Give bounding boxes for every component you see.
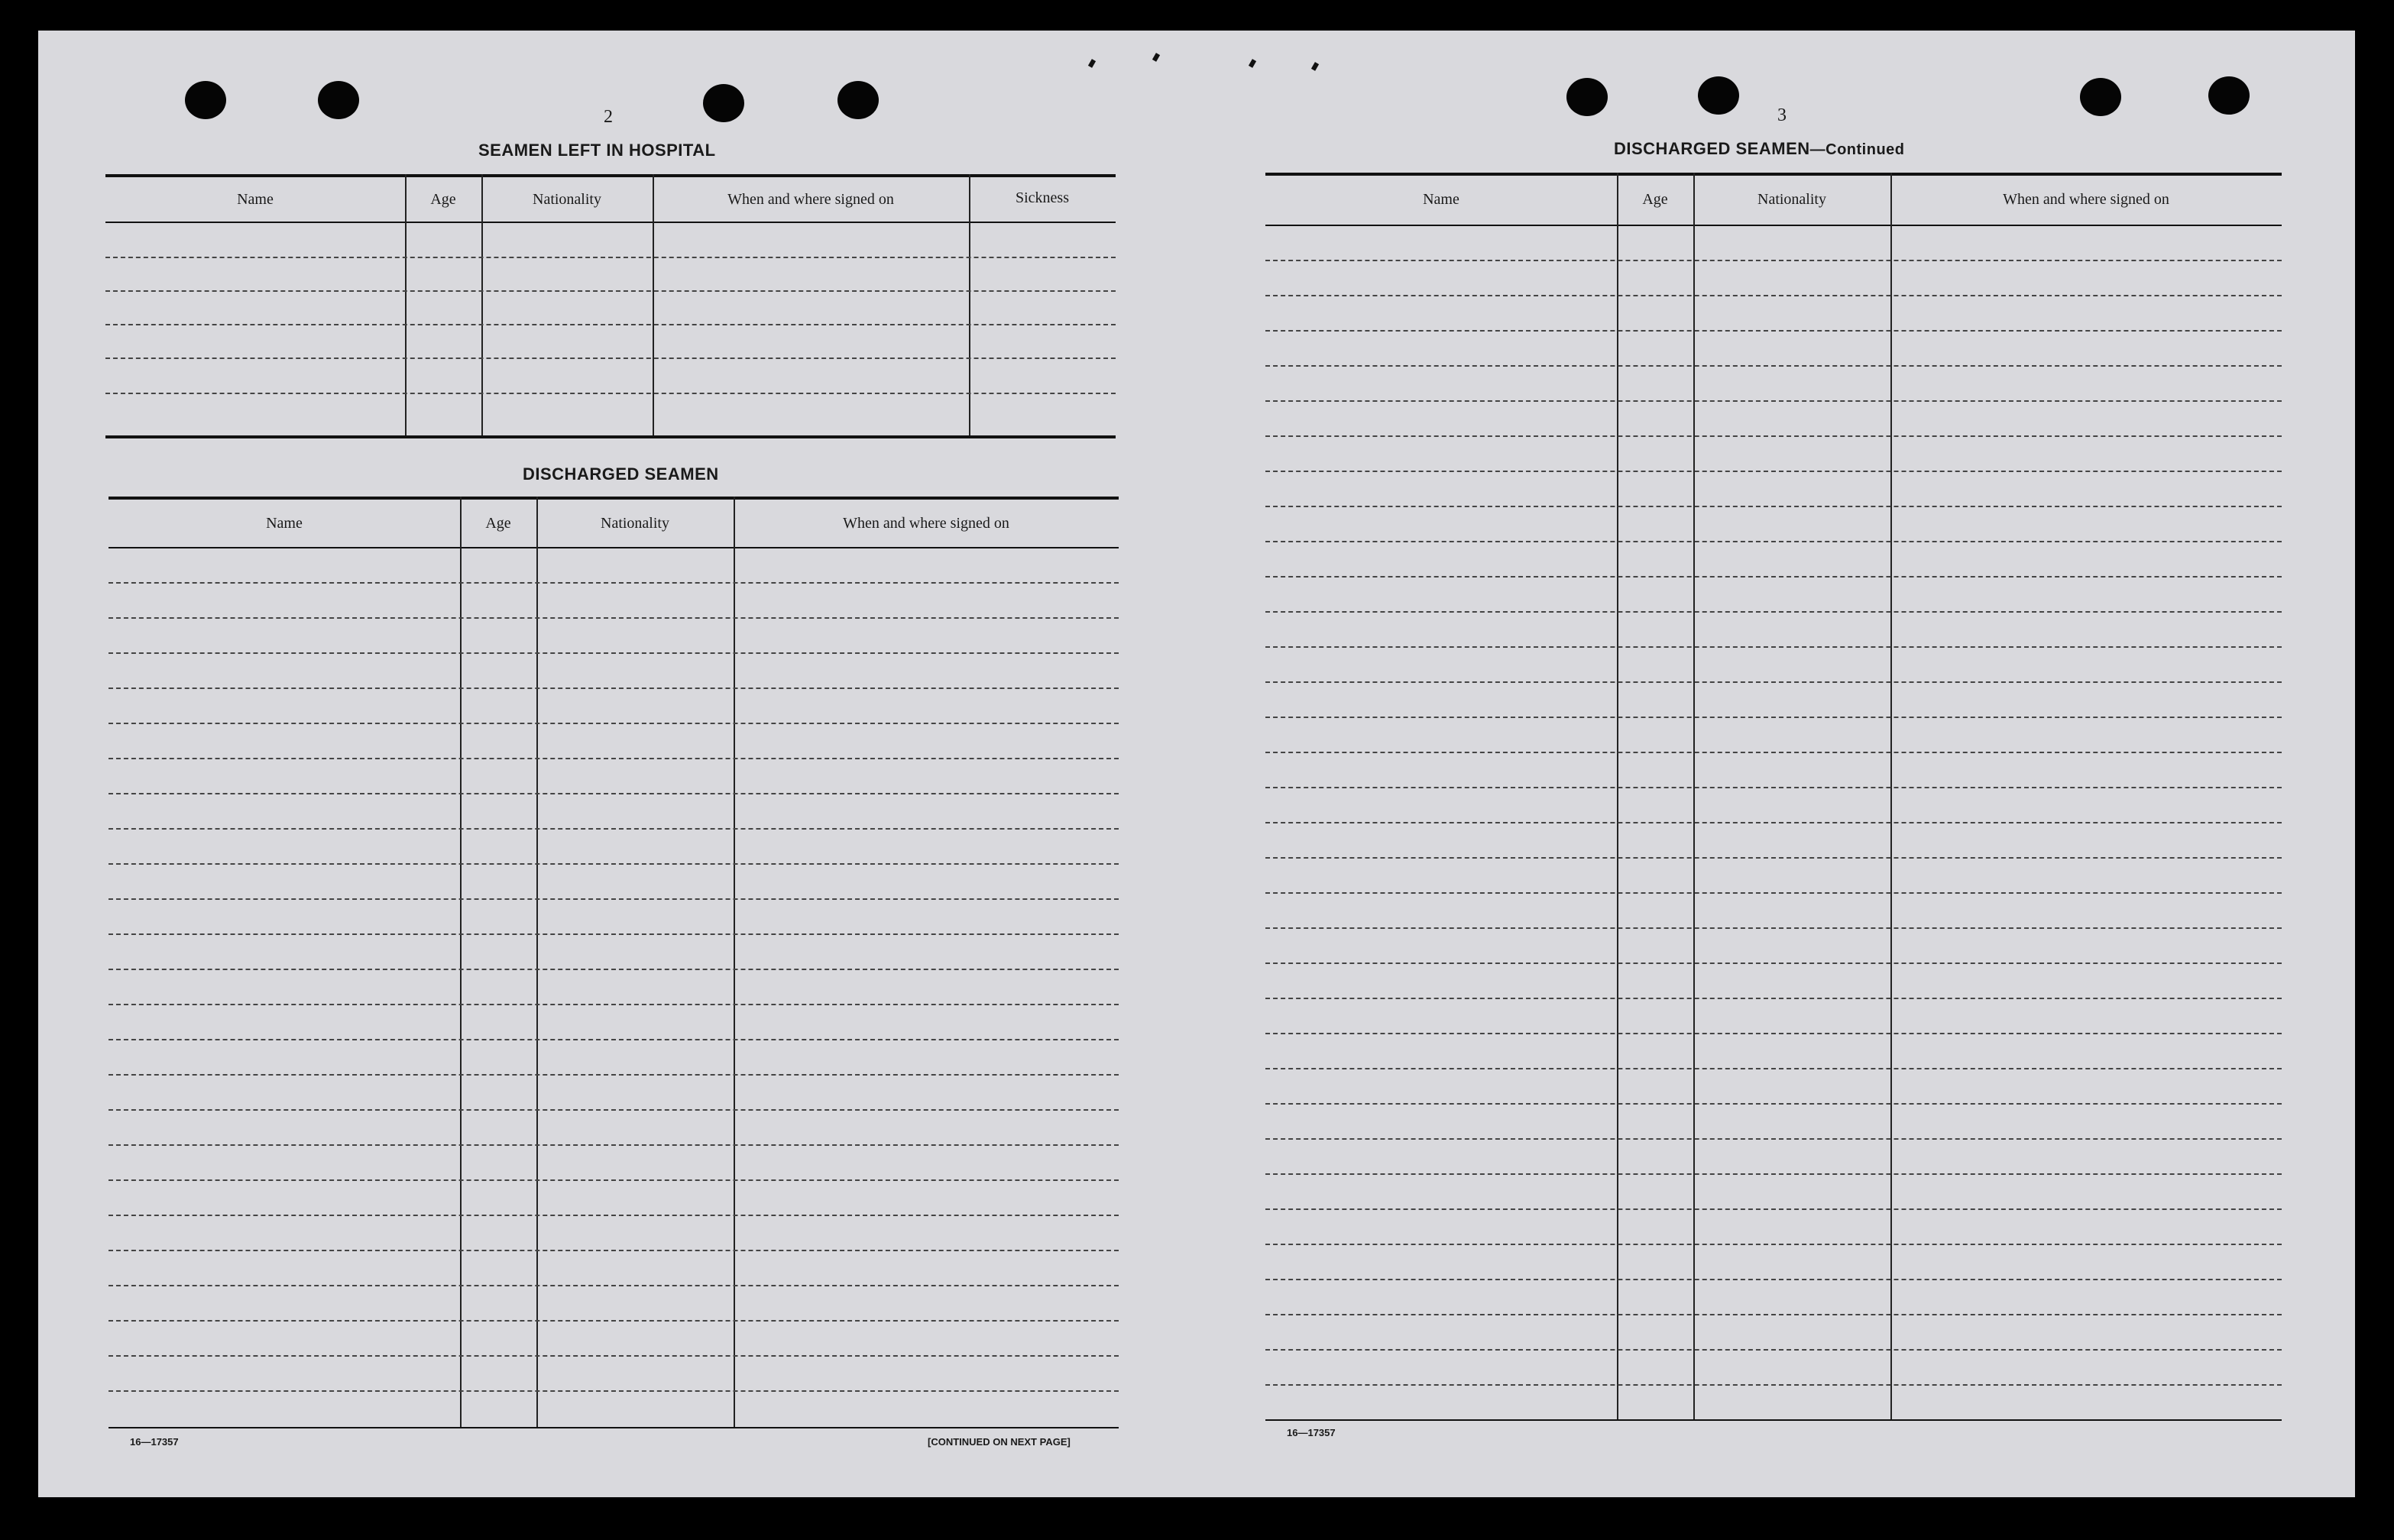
table-row <box>1265 1244 2282 1245</box>
column-divider <box>969 174 970 435</box>
table-header-rule <box>109 547 1119 548</box>
form-number-right: 16—17357 <box>1287 1427 1336 1438</box>
table-row <box>1265 435 2282 437</box>
discharged-section-title-right <box>1614 139 1905 159</box>
table-row <box>109 1320 1119 1322</box>
table-header-rule <box>105 222 1116 223</box>
table-row <box>1265 506 2282 507</box>
column-header-nationality: Nationality <box>533 191 601 208</box>
table-row <box>1265 1068 2282 1069</box>
table-row <box>1265 1279 2282 1280</box>
table-row <box>109 1215 1119 1216</box>
scan-mark <box>1152 53 1160 62</box>
column-header-when-where: When and where signed on <box>843 515 1009 532</box>
column-divider <box>1617 173 1618 1419</box>
table-row <box>109 1390 1119 1392</box>
table-row <box>109 1355 1119 1357</box>
column-divider <box>460 497 462 1427</box>
table-bottom-rule <box>105 435 1116 438</box>
table-row <box>109 582 1119 584</box>
table-bottom-rule <box>1265 1419 2282 1421</box>
table-row <box>109 828 1119 830</box>
table-row <box>1265 260 2282 261</box>
table-row <box>1265 822 2282 823</box>
table-row <box>105 358 1116 359</box>
table-row <box>109 933 1119 935</box>
table-header-rule <box>1265 225 2282 226</box>
table-row <box>109 1074 1119 1076</box>
scanned-document <box>38 31 2355 1497</box>
column-header-age: Age <box>430 191 456 208</box>
punch-hole <box>2208 76 2250 115</box>
table-row <box>1265 1314 2282 1315</box>
column-header-age: Age <box>485 515 511 532</box>
punch-hole <box>185 81 226 119</box>
column-header-name: Name <box>266 515 303 532</box>
hospital-section-title: SEAMEN LEFT IN HOSPITAL <box>478 141 716 160</box>
table-row <box>1265 1349 2282 1351</box>
discharged-table-right <box>1265 173 2282 1456</box>
table-row <box>1265 295 2282 296</box>
table-row <box>1265 1138 2282 1140</box>
column-header-when-where: When and where signed on <box>727 191 894 208</box>
table-row <box>109 793 1119 794</box>
table-row <box>109 723 1119 724</box>
table-row <box>109 1004 1119 1005</box>
punch-hole <box>837 81 879 119</box>
table-row <box>1265 787 2282 788</box>
column-header-sickness: Sickness <box>1016 189 1069 206</box>
table-row <box>105 257 1116 258</box>
column-divider <box>734 497 735 1427</box>
table-row <box>1265 1384 2282 1386</box>
table-row <box>109 1179 1119 1181</box>
table-row <box>109 652 1119 654</box>
hospital-table <box>105 174 1116 475</box>
table-row <box>109 863 1119 865</box>
punch-hole <box>2080 78 2121 116</box>
table-row <box>1265 646 2282 648</box>
column-header-nationality: Nationality <box>601 515 669 532</box>
form-number-left: 16—17357 <box>130 1436 179 1448</box>
table-row <box>1265 1208 2282 1210</box>
table-row <box>105 393 1116 394</box>
page-number-right: 3 <box>1777 105 1787 125</box>
column-divider <box>653 174 654 435</box>
discharged-table-left <box>109 497 1119 1464</box>
table-row <box>1265 892 2282 894</box>
table-row <box>1265 1173 2282 1175</box>
table-bottom-rule <box>109 1427 1119 1428</box>
scan-mark <box>1311 62 1319 71</box>
table-row <box>109 1144 1119 1146</box>
punch-hole <box>1698 76 1739 115</box>
column-header-when-where: When and where signed on <box>2003 191 2169 208</box>
scan-mark <box>1088 59 1096 68</box>
column-divider <box>536 497 538 1427</box>
table-row <box>105 290 1116 292</box>
table-row <box>109 1250 1119 1251</box>
table-row <box>1265 365 2282 367</box>
table-row <box>1265 400 2282 402</box>
column-header-name: Name <box>237 191 274 208</box>
table-row <box>1265 752 2282 753</box>
table-row <box>1265 330 2282 332</box>
column-header-age: Age <box>1642 191 1668 208</box>
continued-note: [CONTINUED ON NEXT PAGE] <box>928 1436 1071 1448</box>
table-row <box>1265 857 2282 859</box>
column-divider <box>1693 173 1695 1419</box>
discharged-section-title-left: DISCHARGED SEAMEN <box>523 464 719 484</box>
punch-hole <box>1566 78 1608 116</box>
table-row <box>109 969 1119 970</box>
table-row <box>1265 998 2282 999</box>
column-divider <box>1890 173 1892 1419</box>
table-row <box>109 1285 1119 1286</box>
table-top-rule <box>109 497 1119 500</box>
table-row <box>1265 1033 2282 1034</box>
table-row <box>1265 611 2282 613</box>
table-row <box>1265 681 2282 683</box>
column-divider <box>481 174 483 435</box>
table-row <box>109 1039 1119 1040</box>
table-row <box>109 617 1119 619</box>
table-row <box>105 324 1116 325</box>
column-header-nationality: Nationality <box>1757 191 1826 208</box>
table-row <box>1265 471 2282 472</box>
scan-mark <box>1249 59 1256 68</box>
column-header-name: Name <box>1423 191 1459 208</box>
punch-hole <box>318 81 359 119</box>
table-top-rule <box>1265 173 2282 176</box>
table-row <box>109 688 1119 689</box>
table-row <box>1265 717 2282 718</box>
table-top-rule <box>105 174 1116 177</box>
table-row <box>109 1109 1119 1111</box>
table-row <box>1265 927 2282 929</box>
table-row <box>1265 576 2282 578</box>
punch-hole <box>703 84 744 122</box>
discharged-title-suffix: —Continued <box>1809 141 1905 158</box>
table-row <box>1265 541 2282 542</box>
table-row <box>109 758 1119 759</box>
column-divider <box>405 174 407 435</box>
page-number-left: 2 <box>604 107 613 127</box>
table-row <box>1265 1103 2282 1105</box>
discharged-title-main: DISCHARGED SEAMEN <box>1614 139 1810 158</box>
table-row <box>1265 962 2282 964</box>
table-row <box>109 898 1119 900</box>
